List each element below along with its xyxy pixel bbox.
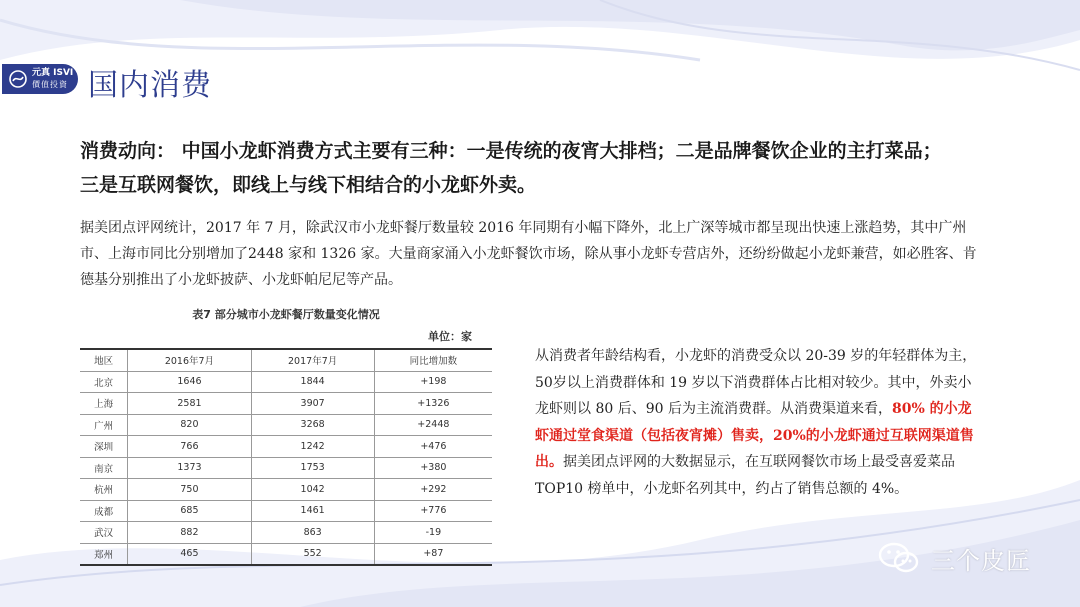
company-logo xyxy=(2,64,78,94)
table-cell: 1753 xyxy=(251,457,374,479)
paragraph2-highlight: 80% 的小龙虾通过堂食渠道（包括夜宵摊）售卖，20%的小龙虾通过互联网渠道售出。 xyxy=(535,401,974,470)
table-title: 表7 部分城市小龙虾餐厅数量变化情况 xyxy=(192,308,380,321)
paragraph-consumers xyxy=(535,343,983,502)
table-cell: 上海 xyxy=(80,393,128,415)
header-cell: 2017年7月 xyxy=(251,349,374,371)
table-cell: +776 xyxy=(374,500,492,522)
table-cell: 1646 xyxy=(128,371,251,393)
logo-line2: 價值投資 xyxy=(32,80,68,89)
table-cell: 2581 xyxy=(128,393,251,415)
logo-line1: 元真 ISVI xyxy=(32,68,74,78)
table-row xyxy=(80,393,492,415)
table-unit: 单位：家 xyxy=(428,330,472,343)
page-title: 国内消费 xyxy=(88,68,212,103)
table-cell: 武汉 xyxy=(80,522,128,544)
paragraph2-part1: 从消费者年龄结构看，小龙虾的消费受众以 20-39 岁的年轻群体为主，50岁以上消费群体和 19 岁以下消费群体占比相对较少。其中，外卖小龙虾则以 80 后、90 后为主流消费群。从消费渠道来看， xyxy=(535,348,977,417)
table-cell: 766 xyxy=(128,436,251,458)
header-cell: 同比增加数 xyxy=(374,349,492,371)
table-cell: +198 xyxy=(374,371,492,393)
table-cell: +380 xyxy=(374,457,492,479)
logo-swirl-icon xyxy=(8,69,28,89)
headline: 消费动向： 中国小龙虾消费方式主要有三种：一是传统的夜宵大排档；二是品牌餐饮企业的主打菜品； 三是互联网餐饮，即线上与线下相结合的小龙虾外卖。 xyxy=(80,140,942,196)
table-cell: 882 xyxy=(128,522,251,544)
table-cell: +476 xyxy=(374,436,492,458)
table-cell: 1844 xyxy=(251,371,374,393)
table-cell: 750 xyxy=(128,479,251,501)
table-cell: 杭州 xyxy=(80,479,128,501)
wechat-icon xyxy=(877,540,921,576)
table-cell: 3268 xyxy=(251,414,374,436)
table-cell: 广州 xyxy=(80,414,128,436)
table-row xyxy=(80,543,492,565)
table-cell: -19 xyxy=(374,522,492,544)
table-cell: 863 xyxy=(251,522,374,544)
table-row xyxy=(80,371,492,393)
paragraph2-part2: 据美团点评网的大数据显示，在互联网餐饮市场上最受喜爱菜品 TOP10 榜单中，小龙虾名列其中，约占了销售总额的 4%。 xyxy=(535,454,955,497)
table-cell: 南京 xyxy=(80,457,128,479)
table-cell: 郑州 xyxy=(80,543,128,565)
table-cell: 北京 xyxy=(80,371,128,393)
restaurant-count-table xyxy=(80,348,492,566)
table-cell: 465 xyxy=(128,543,251,565)
table-cell: 1042 xyxy=(251,479,374,501)
table-row xyxy=(80,500,492,522)
table-row xyxy=(80,479,492,501)
table-cell: +292 xyxy=(374,479,492,501)
watermark xyxy=(877,540,1031,576)
table-header-row xyxy=(80,349,492,371)
table-cell: 1242 xyxy=(251,436,374,458)
table-cell: +1326 xyxy=(374,393,492,415)
restaurant-table-figure xyxy=(80,306,492,566)
table-row xyxy=(80,436,492,458)
table-cell: 3907 xyxy=(251,393,374,415)
table-cell: +87 xyxy=(374,543,492,565)
watermark-text: 三个皮匠 xyxy=(931,546,1031,575)
table-cell: 成都 xyxy=(80,500,128,522)
table-cell: 685 xyxy=(128,500,251,522)
table-cell: +2448 xyxy=(374,414,492,436)
table-cell: 1461 xyxy=(251,500,374,522)
table-row xyxy=(80,457,492,479)
table-cell: 深圳 xyxy=(80,436,128,458)
header-cell: 2016年7月 xyxy=(128,349,251,371)
table-cell: 552 xyxy=(251,543,374,565)
table-cell: 1373 xyxy=(128,457,251,479)
header-cell: 地区 xyxy=(80,349,128,371)
paragraph-statistics: 据美团点评网统计，2017 年 7 月，除武汉市小龙虾餐厅数量较 2016 年同期有小幅下降外，北上广深等城市都呈现出快速上涨趋势，其中广州市、上海市同比分别增加了2448 家和 1326 家。大量商家涌入小龙虾餐饮市场，除从事小龙虾专营店外，还纷纷做起小龙虾兼营，如必胜客、肯德基分别推出了小龙虾披萨、小龙虾帕尼尼等产品。 xyxy=(80,220,977,288)
table-row xyxy=(80,522,492,544)
table-cell: 820 xyxy=(128,414,251,436)
table-row xyxy=(80,414,492,436)
